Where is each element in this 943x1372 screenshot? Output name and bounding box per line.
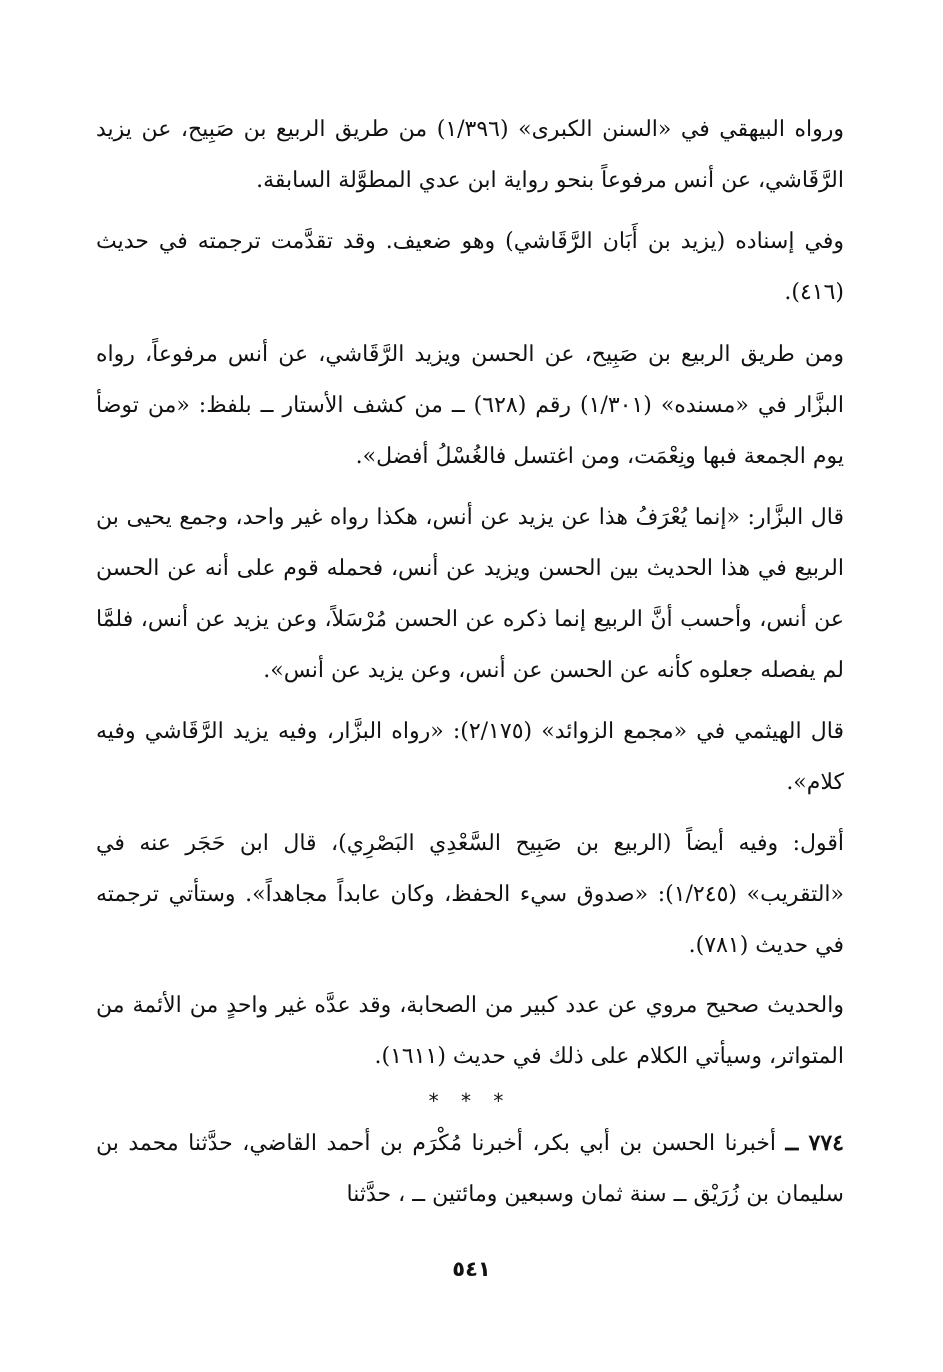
paragraph-bayhaqi: ورواه البيهقي في «السنن الكبرى» (١/٣٩٦) من طريق الربيع بن صَبِيح، عن يزيد الرَّقَاشي، عن أنس مرفوعاً بنحو رواية ابن عدي المطوَّلة السابقة. (96, 117, 845, 193)
hadith-text: أخبرنا الحسن بن أبي بكر، أخبرنا مُكْرَم بن أحمد القاضي، حدَّثنا محمد بن سليمان بن زُرَيْق ــ سنة ثمان وسبعين ومائتين ــ ، حدَّثنا (96, 1131, 844, 1207)
paragraph-bazzar-route: ومن طريق الربيع بن صَبِيح، عن الحسن ويزيد الرَّقَاشي، عن أنس مرفوعاً، رواه البزَّار في «مسنده» (١/٣٠١) رقم (٦٢٨) ــ من كشف الأستار ــ بلفظ: «من توضأ يوم الجمعة فبها ونِعْمَت، ومن اغتسل فالغُسْلُ أفضل». (96, 342, 845, 469)
paragraph-haythami: قال الهيثمي في «مجمع الزوائد» (٢/١٧٥): «رواه البزَّار، وفيه يزيد الرَّقَاشي وفيه كلام». (96, 719, 844, 795)
hadith-number: ٧٧٤ ــ (785, 1130, 844, 1156)
page-body (96, 104, 844, 1220)
paragraph-isnad-note: وفي إسناده (يزيد بن أَبَان الرَّقَاشي) وهو ضعيف. وقد تقدَّمت ترجمته في حديث (٤١٦). (96, 229, 844, 305)
hadith-entry (96, 1118, 844, 1220)
paragraph-aqul: أقول: وفيه أيضاً (الربيع بن صَبِيح السَّعْدِي البَصْرِي)، قال ابن حَجَر عنه في «التقريب» (١/٢٤٥): «صدوق سيء الحفظ، وكان عابداً مجاهداً». وستأتي ترجمته في حديث (٧٨١). (96, 831, 844, 958)
page-number: ٥٤١ (452, 1257, 491, 1281)
paragraph-conclusion: والحديث صحيح مروي عن عدد كبير من الصحابة، وقد عدَّه غير واحدٍ من الأئمة من المتواتر، وسيأتي الكلام على ذلك في حديث (١٦١١). (96, 993, 844, 1069)
paragraph-bazzar-quote: قال البزَّار: «إنما يُعْرَفُ هذا عن يزيد عن أنس، هكذا رواه غير واحد، وجمع يحيى بن الربيع في هذا الحديث بين الحسن ويزيد عن أنس، فحمله قوم على أنه عن الحسن عن أنس، وأحسب أنَّ الربيع إنما ذكره عن الحسن مُرْسَلاً، وعن يزيد عن أنس، فلمَّا لم يفصله جعلوه كأنه عن الحسن عن أنس، وعن يزيد عن أنس». (96, 505, 844, 683)
section-separator: * * * (428, 1089, 512, 1113)
